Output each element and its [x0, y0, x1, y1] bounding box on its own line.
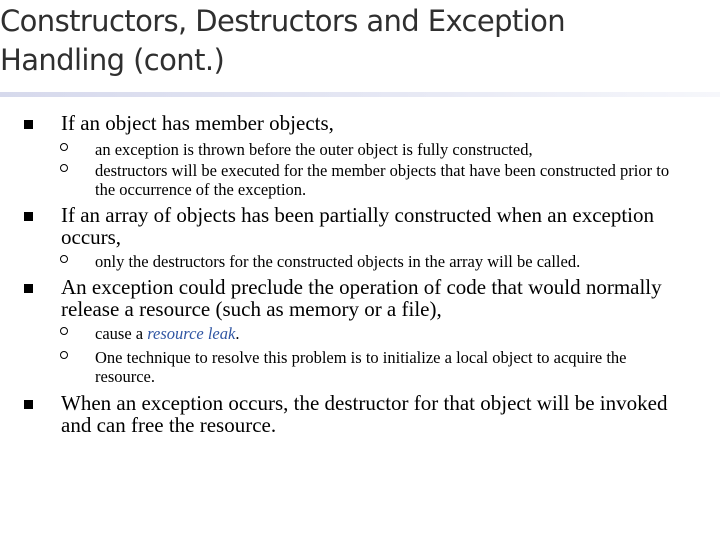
bullet-text: If an array of objects has been partially constructed when an exception occurs, — [61, 203, 655, 249]
filled-square-icon — [24, 120, 33, 129]
sub-bullet-text: only the destructors for the constructed objects in the array will be called. — [95, 252, 581, 271]
sub-bullet-suffix: . — [235, 324, 240, 343]
hollow-circle-icon — [60, 255, 68, 263]
filled-square-icon — [24, 212, 33, 221]
bullet-text: If an object has member objects, — [61, 111, 334, 135]
sub-bullet-text: destructors will be executed for the member objects that have been constructed prior to the occurrence of the exception. — [95, 161, 670, 199]
filled-square-icon — [24, 284, 33, 293]
bullet-text: An exception could preclude the operation of code that would normally release a resource (such as memory or a file), — [61, 275, 662, 321]
hollow-circle-icon — [60, 327, 68, 335]
sub-bullet-text: an exception is thrown before the outer object is fully constructed, — [95, 140, 533, 159]
hollow-circle-icon — [60, 164, 68, 172]
hollow-circle-icon — [60, 351, 68, 359]
sub-bullet-text — [95, 324, 675, 343]
filled-square-icon — [24, 400, 33, 409]
sub-bullet-text: One technique to resolve this problem is to initialize a local object to acquire the resource. — [95, 348, 627, 386]
slide-title-line-1: Constructors, Destructors and Exception — [0, 4, 566, 38]
hollow-circle-icon — [60, 143, 68, 151]
bullet-text: When an exception occurs, the destructor for that object will be invoked and can free the resource. — [61, 391, 668, 437]
slide-title-line-2: Handling (cont.) — [0, 43, 225, 77]
sub-bullet-prefix: cause a — [95, 324, 148, 343]
resource-leak-term: resource leak — [147, 324, 236, 343]
